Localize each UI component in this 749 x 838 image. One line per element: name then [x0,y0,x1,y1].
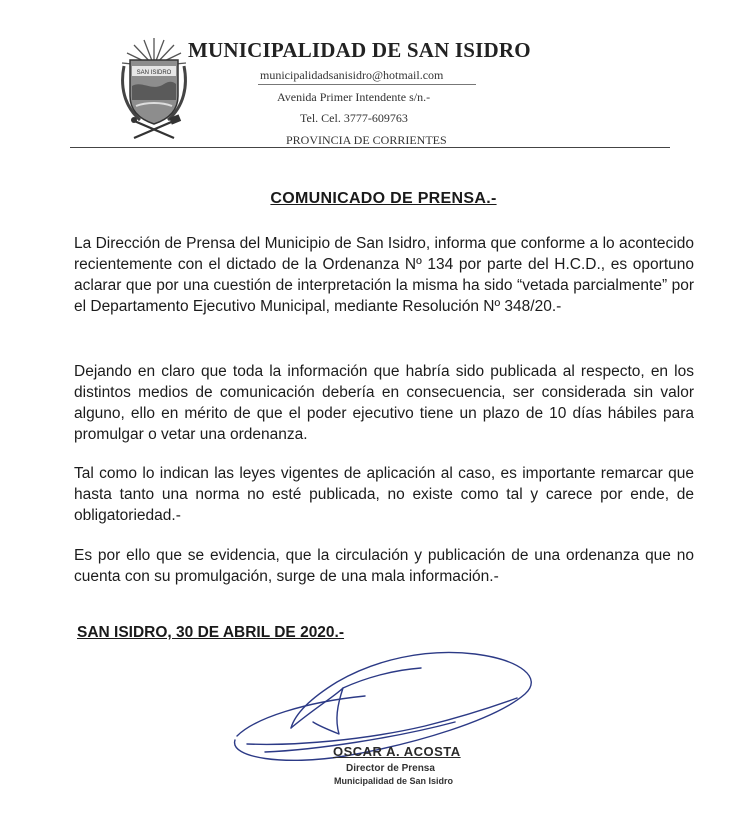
paragraph-4: Es por ello que se evidencia, que la circulación y publicación de una ordenanza que no cuenta con su promulgación, surge de una mala información.- [74,547,694,585]
signatory-name: OSCAR A. ACOSTA [333,744,461,759]
place-and-date: SAN ISIDRO, 30 DE ABRIL DE 2020.- [77,624,345,641]
signatory-organization: Municipalidad de San Isidro [334,776,454,786]
document-title: COMUNICADO DE PRENSA.- [270,190,497,207]
organization-name: MUNICIPALIDAD DE SAN ISIDRO [188,38,531,62]
contact-address: Avenida Primer Intendente s/n.- [277,90,431,104]
contact-phone: Tel. Cel. 3777-609763 [300,111,408,125]
svg-text:SAN ISIDRO: SAN ISIDRO [136,70,172,76]
paragraph-3: Tal como lo indican las leyes vigentes de aplicación al caso, es importante remarcar que hasta tanto una norma no esté publicada, no existe como tal y carece por ende, de obligatoriedad.- [74,465,694,524]
signatory-role: Director de Prensa [346,763,435,774]
paragraph-1: La Dirección de Prensa del Municipio de San Isidro, informa que conforme a lo acontecido recientemente con el dictado de la Ordenanza Nº 134 por parte del H.C.D., es oportuno aclarar que por una cuestión de interpretación la misma ha sido “vetada parcialmente” por el Departamento Ejecutivo Municipal, mediante Resolución Nº 348/20.- [74,235,694,315]
contact-email: municipalidadsanisidro@hotmail.com [260,68,444,82]
coat-of-arms-icon [118,36,190,142]
province-name: PROVINCIA DE CORRIENTES [286,133,447,147]
letterhead-divider [70,147,670,148]
paragraph-2: Dejando en claro que toda la información que habría sido publicada al respecto, en los distintos medios de comunicación debería en consecuencia, ser considerada sin valor alguno, ello en mérito de que el poder ejecutivo tiene un plazo de 10 días hábiles para promulgar o vetar una ordenanza. [74,363,694,443]
email-underline [258,84,476,85]
